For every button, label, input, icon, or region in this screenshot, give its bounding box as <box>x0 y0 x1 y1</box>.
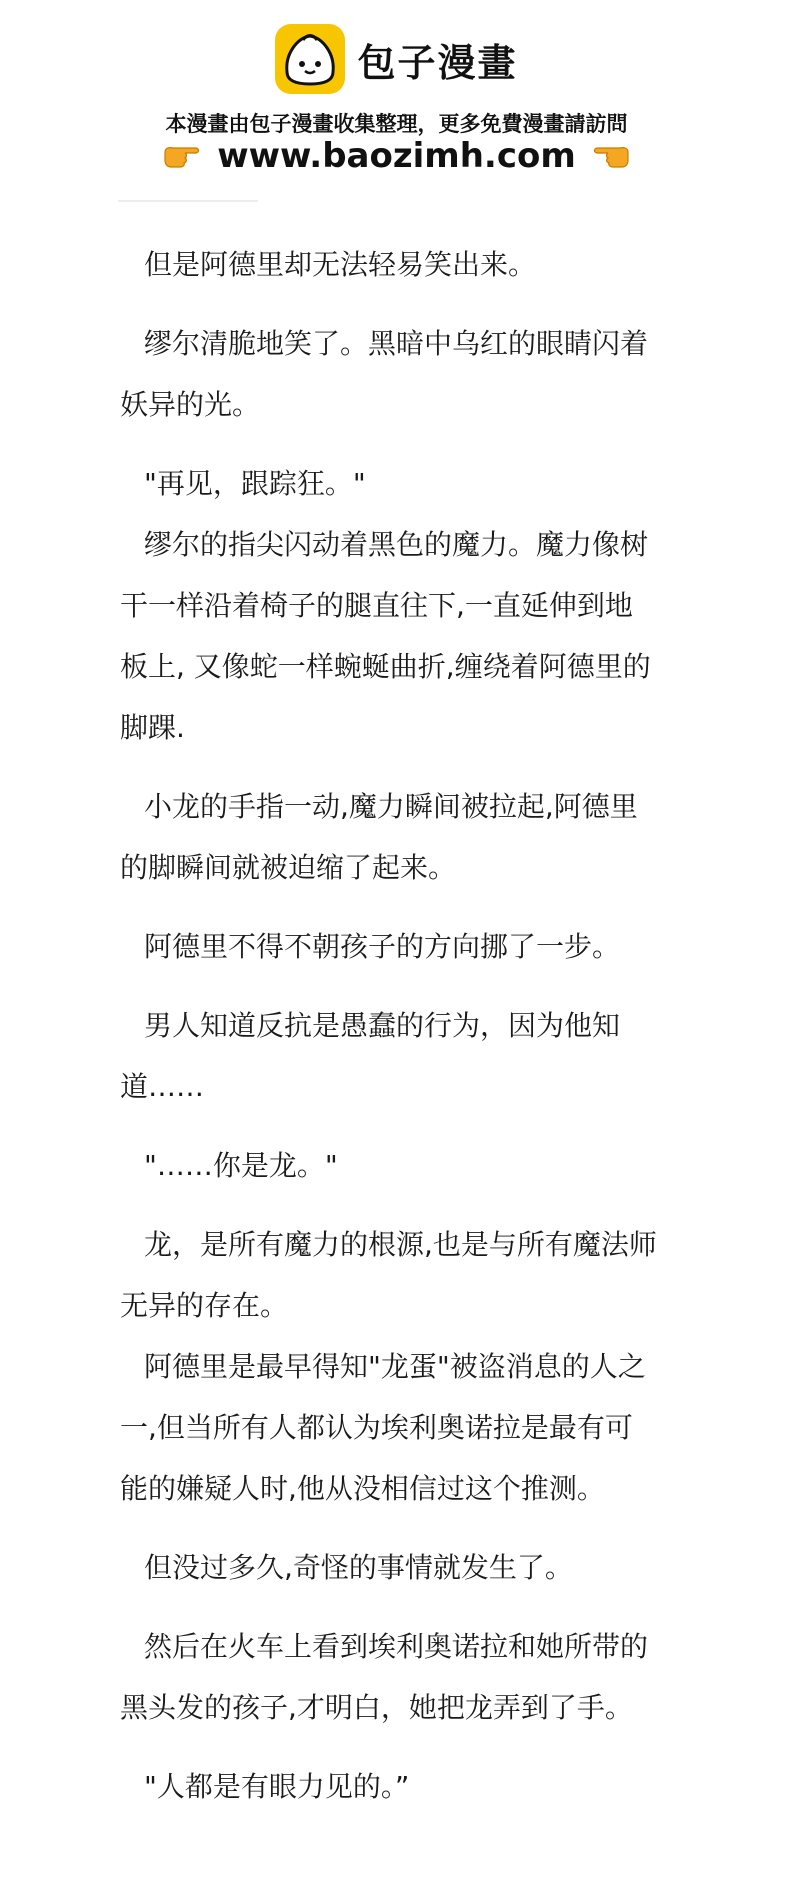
text-line: 缪尔的指尖闪动着黑色的魔力。魔力像树 <box>144 528 649 561</box>
text-line: 无异的存在。 <box>120 1289 289 1322</box>
paragraph <box>120 1336 680 1519</box>
text-line: 龙，是所有魔力的根源,也是与所有魔法师 <box>144 1228 657 1261</box>
paragraph <box>120 1616 680 1738</box>
text-line: 但是阿德里却无法轻易笑出来。 <box>144 248 537 281</box>
site-url-link[interactable]: www.baozimh.com <box>217 136 576 176</box>
brand-name: 包子漫畫 <box>357 40 518 85</box>
paragraph <box>120 916 680 977</box>
text-line: 板上, 又像蛇一样蜿蜒曲折,缠绕着阿德里的 <box>120 650 651 683</box>
paragraph <box>120 1537 680 1598</box>
paragraph <box>120 1135 680 1196</box>
text-line: 干一样沿着椅子的腿直往下,一直延伸到地 <box>120 589 633 622</box>
notice-text: 本漫畫由包子漫畫收集整理，更多免費漫畫請訪問 <box>165 112 628 136</box>
pointing-right-hand-icon <box>161 142 203 170</box>
novel-text <box>120 234 680 1817</box>
paragraph <box>120 453 680 514</box>
text-line: 道…… <box>120 1070 205 1103</box>
text-line: 阿德里不得不朝孩子的方向挪了一步。 <box>144 930 621 963</box>
url-row[interactable] <box>0 136 793 176</box>
text-line: 阿德里是最早得知"龙蛋"被盗消息的人之 <box>144 1350 646 1383</box>
text-line: 但没过多久,奇怪的事情就发生了。 <box>144 1551 573 1584</box>
divider <box>118 200 258 202</box>
text-line: 黑头发的孩子,才明白，她把龙弄到了手。 <box>120 1691 633 1724</box>
paragraph <box>120 1756 680 1817</box>
pointing-left-hand-icon <box>590 142 632 170</box>
paragraph <box>120 1214 680 1336</box>
bun-face-icon <box>275 24 345 94</box>
brand-row[interactable] <box>0 24 793 94</box>
text-line: "再见，跟踪狂。" <box>144 467 366 500</box>
text-line: 妖异的光。 <box>120 388 261 421</box>
text-line: "人都是有眼力见的。” <box>144 1770 410 1803</box>
text-line: 小龙的手指一动,魔力瞬间被拉起,阿德里 <box>144 790 638 823</box>
text-line: 的脚瞬间就被迫缩了起来。 <box>120 851 457 884</box>
text-line: 一,但当所有人都认为埃利奥诺拉是最有可 <box>120 1411 633 1444</box>
paragraph <box>120 313 680 435</box>
text-line: 能的嫌疑人时,他从没相信过这个推测。 <box>120 1472 605 1505</box>
paragraph <box>120 995 680 1117</box>
text-line: 缪尔清脆地笑了。黑暗中乌红的眼睛闪着 <box>144 327 649 360</box>
site-header <box>0 0 793 180</box>
text-line: 脚踝. <box>120 711 185 744</box>
text-line: "……你是龙。" <box>144 1149 338 1182</box>
paragraph <box>120 776 680 898</box>
paragraph <box>120 514 680 758</box>
text-line: 然后在火车上看到埃利奥诺拉和她所带的 <box>144 1630 649 1663</box>
text-line: 男人知道反抗是愚蠢的行为，因为他知 <box>144 1009 621 1042</box>
paragraph <box>120 234 680 295</box>
